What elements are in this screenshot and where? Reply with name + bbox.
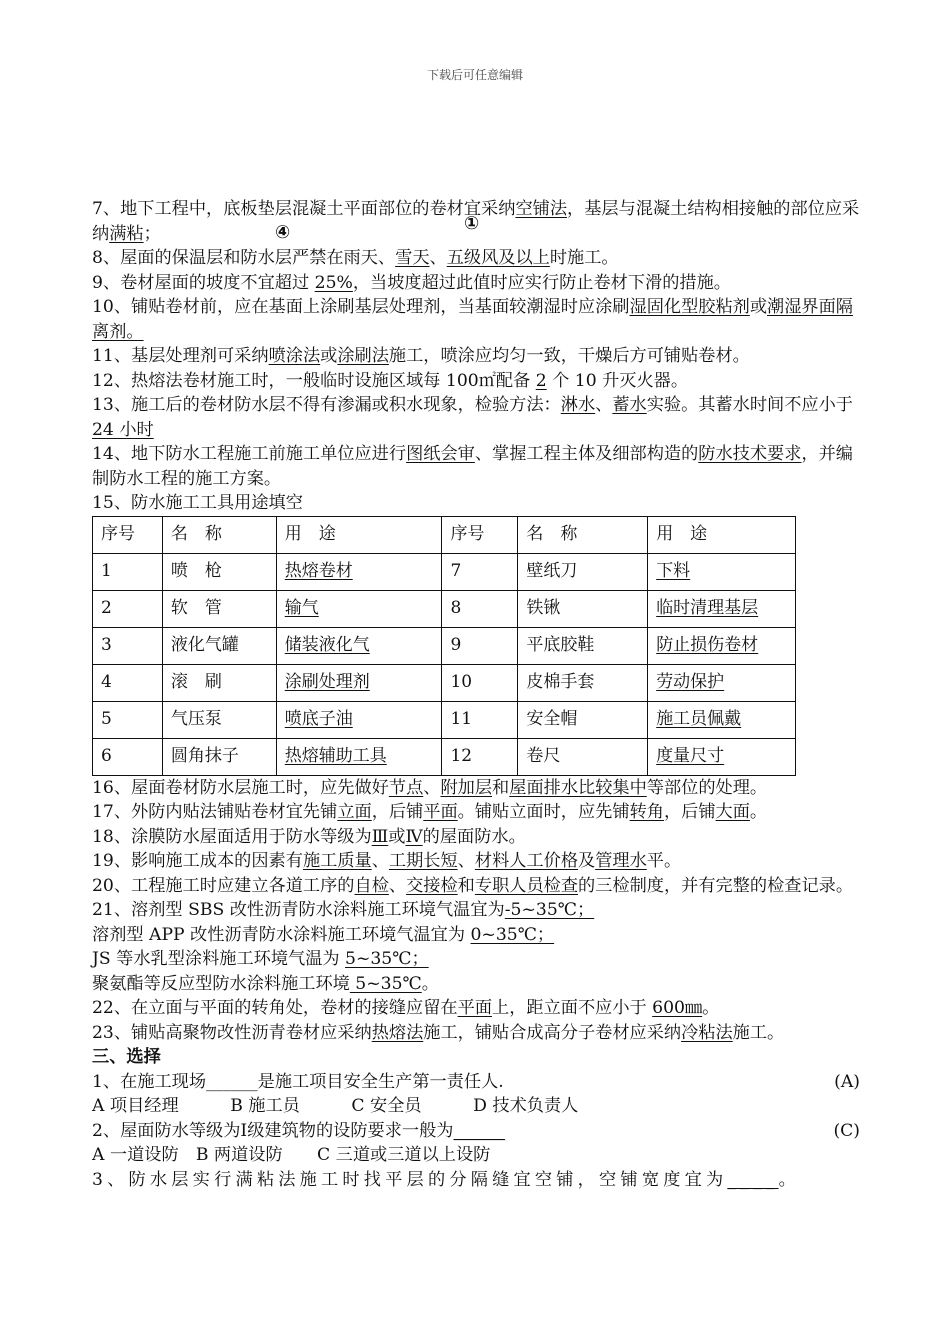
answer: 潮湿界面隔离剂。 [92, 297, 853, 342]
text: 上，距立面不应小于 [492, 998, 653, 1018]
answer: 2 [535, 370, 547, 391]
text: 16、屋面卷材防水层施工时，应先做好 [92, 777, 389, 798]
answer: 淋水 [560, 395, 596, 415]
answer: 喷涂法 [268, 346, 321, 366]
answer: 湿固化型胶粘剂 [629, 297, 750, 317]
choice-question-1 [92, 1070, 860, 1095]
answer: Ⅲ [371, 826, 389, 847]
answer: 涂刷处理剂 [284, 672, 370, 693]
text: 实验。其蓄水时间不应小于 [646, 395, 853, 415]
text: 或 [320, 346, 338, 366]
answer: 5~35℃ [349, 973, 422, 994]
table-header-row [93, 516, 796, 553]
text: 、掌握工程主体及细部构造的 [474, 444, 699, 464]
table-cell: 12 [442, 738, 518, 775]
answer: 五级风及以上 [446, 248, 550, 268]
table-row [93, 590, 796, 627]
answer: 材料人工价格 [474, 851, 579, 871]
question-21-line-2 [92, 923, 860, 948]
text: 。 [702, 998, 720, 1018]
table-cell: 喷 枪 [162, 553, 276, 590]
answer: 大面 [715, 802, 750, 822]
table-row [93, 701, 796, 738]
answer: 屋面排水比较集中 [509, 777, 647, 798]
text: 是施工项目安全生产第一责任人. [257, 1071, 504, 1092]
text: 20、工程施工时应建立各道工序的 [92, 875, 355, 896]
table-cell [276, 590, 442, 627]
answer-label: (A) [834, 1071, 860, 1092]
table-cell [648, 553, 796, 590]
answer: 交接检 [406, 875, 458, 896]
table-cell: 3 [93, 627, 163, 664]
table-cell [276, 664, 442, 701]
question-20 [92, 874, 860, 899]
question-13 [92, 393, 860, 442]
table-cell [276, 701, 442, 738]
table-cell: 5 [93, 701, 163, 738]
table-cell: 壁纸刀 [518, 553, 648, 590]
table-cell: 铁锹 [518, 590, 648, 627]
table-cell: 9 [442, 627, 518, 664]
text: 22、在立面与平面的转角处，卷材的接缝应留在 [92, 998, 458, 1018]
question-8 [92, 246, 860, 271]
answer: 5~35℃； [345, 949, 429, 969]
question-9 [92, 271, 860, 296]
text: 1、在施工现场 [92, 1071, 207, 1092]
table-cell: 卷尺 [518, 738, 648, 775]
text: 14、地下防水工程施工前施工单位应进行 [92, 444, 407, 464]
answer: 施工质量 [302, 851, 372, 871]
text: 、 [595, 395, 613, 415]
table-cell [648, 738, 796, 775]
table-cell: 8 [442, 590, 518, 627]
answer: Ⅳ [405, 826, 423, 847]
table-cell: 气压泵 [162, 701, 276, 738]
section-heading: 三、选择 [92, 1047, 161, 1067]
column-header: 名 称 [162, 516, 276, 553]
answer: 专职人员检查 [474, 875, 579, 896]
answer: 立面 [337, 802, 372, 822]
answer: 0~35℃； [470, 924, 555, 945]
text: 施工。 [732, 1022, 785, 1043]
column-header: 用 途 [276, 516, 442, 553]
answer: 附加层 [440, 777, 493, 798]
text: 7、地下工程中，底板垫层混凝土平面部位的卷材宜采纳 [92, 199, 516, 219]
answer: 防水技术要求 [698, 444, 802, 464]
table-cell: 滚 刷 [162, 664, 276, 701]
answer: 涂刷法 [337, 346, 389, 366]
text: 12、热熔法卷材施工时，一般临时设施区域每 100㎡配备 [92, 370, 536, 391]
question-10 [92, 295, 860, 344]
question-18 [92, 825, 860, 850]
text: 的三检制度，并有完整的检查记录。 [578, 875, 854, 896]
answer: 热熔法 [371, 1022, 424, 1043]
text: 2、屋面防水等级为Ⅰ级建筑物的设防要求一般为 [92, 1120, 454, 1141]
circled-number-four: ④ [275, 222, 291, 243]
document-body [92, 197, 860, 1192]
table-cell: 10 [442, 664, 518, 701]
table-cell: 圆角抹子 [162, 738, 276, 775]
question-17 [92, 800, 860, 825]
answer: 图纸会审 [406, 444, 475, 464]
answer: 冷粘法 [681, 1022, 733, 1043]
blank: ____ [727, 1169, 779, 1190]
text: 、 [388, 875, 407, 896]
table-cell: 1 [93, 553, 163, 590]
table-cell: 6 [93, 738, 163, 775]
table-cell: 平底胶鞋 [518, 627, 648, 664]
answer: 施工员佩戴 [656, 709, 742, 730]
answer-label: (C) [833, 1120, 860, 1141]
table-cell: 7 [442, 553, 518, 590]
text: 21、溶剂型 SBS 改性沥青防水涂料施工环境气温宜为 [92, 900, 505, 920]
table-cell: 安全帽 [518, 701, 648, 738]
text: 个 10 升灭火器。 [546, 370, 689, 391]
text: 17、外防内贴法铺贴卷材宜先铺 [92, 802, 338, 822]
table-cell [276, 627, 442, 664]
circled-number-one: ① [464, 213, 480, 234]
table-cell: 2 [93, 590, 163, 627]
text: 23、铺贴高聚物改性沥青卷材应采纳 [92, 1022, 372, 1043]
text: ，后铺 [371, 802, 424, 822]
answer: 度量尺寸 [656, 746, 725, 767]
text: 、 [457, 851, 475, 871]
page-header: 下载后可任意编辑 [426, 68, 523, 82]
answer: 600㎜ [652, 998, 703, 1018]
blank: ______ [206, 1071, 258, 1092]
table-cell [648, 701, 796, 738]
table-cell: 11 [442, 701, 518, 738]
question-21-line-3 [92, 947, 860, 972]
text: ； [143, 223, 161, 244]
table-cell [648, 590, 796, 627]
text: 施工，喷涂应均匀一致，干燥后方可铺贴卷材。 [388, 346, 750, 366]
question-11 [92, 344, 860, 369]
choice-question-2 [92, 1119, 860, 1144]
table-cell [648, 664, 796, 701]
text: 11、基层处理剂可采纳 [92, 346, 269, 366]
text: 3、防水层实行满粘法施工时找平层的分隔缝宜空铺，空铺宽度宜为 [92, 1169, 728, 1190]
text: 。 [749, 802, 768, 822]
answer: 24 小时 [92, 419, 154, 440]
question-23 [92, 1021, 860, 1046]
question-7 [92, 197, 860, 246]
text: 、 [371, 851, 389, 871]
text: 和 [457, 875, 475, 896]
text: 或 [749, 297, 768, 317]
table-cell: 4 [93, 664, 163, 701]
question-15-title: 15、防水施工工具用途填空 [92, 493, 303, 513]
answer: 平面 [457, 998, 493, 1018]
table-row [93, 553, 796, 590]
text: 、 [429, 248, 447, 268]
question-21-line-1 [92, 898, 860, 923]
text: ，基层与混凝土结构相接触的部位应采纳 [92, 199, 860, 244]
blank: ______ [453, 1120, 506, 1141]
question-21-line-4 [92, 972, 860, 997]
answer: 满粘 [109, 223, 144, 244]
answer: 转角 [629, 802, 664, 822]
question-22 [92, 996, 860, 1021]
table-cell [648, 627, 796, 664]
column-header: 序号 [442, 516, 518, 553]
choice-options-2: A 一道设防 B 两道设防 C 三道或三道以上设防 [92, 1145, 491, 1165]
column-header: 序号 [93, 516, 163, 553]
text: 的屋面防水。 [422, 826, 526, 847]
answer: 平面 [423, 802, 458, 822]
answer: 喷底子油 [284, 709, 353, 730]
answer: 输气 [284, 598, 319, 619]
table-row [93, 627, 796, 664]
answer: 工期长短 [388, 851, 458, 871]
text: 和 [492, 777, 510, 798]
answer: 热熔卷材 [284, 561, 353, 582]
answer: 节点 [388, 777, 424, 798]
choice-options-1: A 项目经理 B 施工员 C 安全员 D 技术负责人 [92, 1096, 579, 1116]
answer: 蓄水 [612, 395, 647, 415]
answer: 雪天 [395, 248, 430, 268]
text: 或 [388, 826, 406, 847]
answer: 劳动保护 [656, 672, 725, 693]
text: 8、屋面的保温层和防水层严禁在雨天、 [92, 248, 396, 268]
answer: 管理水 [595, 851, 647, 871]
question-16 [92, 776, 860, 801]
answer: 25% [314, 272, 353, 293]
answer: 防止损伤卷材 [656, 635, 759, 656]
answer: 空铺法 [515, 199, 568, 219]
answer: 储装液化气 [284, 635, 370, 656]
text: JS 等水乳型涂料施工环境气温为 [92, 949, 346, 969]
text: 、 [423, 777, 441, 798]
text: 。 [421, 973, 439, 994]
text: 。 [778, 1169, 800, 1190]
question-14 [92, 442, 860, 491]
answer: 临时清理基层 [656, 598, 759, 619]
question-12 [92, 369, 860, 394]
text: ，后铺 [663, 802, 716, 822]
answer: 下料 [656, 561, 691, 582]
table-cell: 皮棉手套 [518, 664, 648, 701]
text: 。铺贴立面时，应先铺 [457, 802, 630, 822]
table-row [93, 738, 796, 775]
column-header: 名 称 [518, 516, 648, 553]
column-header: 用 途 [648, 516, 796, 553]
text: 18、涂膜防水屋面适用于防水等级为 [92, 826, 372, 847]
table-cell [276, 738, 442, 775]
text: 19、影响施工成本的因素有 [92, 851, 303, 871]
text: 9、卷材屋面的坡度不宜超过 [92, 272, 315, 293]
text: 等部位的处理。 [646, 777, 768, 798]
text: ，当坡度超过此值时应实行防止卷材下滑的措施。 [352, 272, 731, 293]
text: 时施工。 [549, 248, 619, 268]
question-19 [92, 849, 860, 874]
text: 及 [578, 851, 596, 871]
answer: -5~35℃； [504, 900, 595, 920]
text: 溶剂型 APP 改性沥青防水涂料施工环境气温宜为 [92, 924, 471, 945]
tools-table [92, 516, 796, 776]
table-cell: 软 管 [162, 590, 276, 627]
text: 13、施工后的卷材防水层不得有渗漏或积水现象，检验方法： [92, 395, 561, 415]
text: 聚氨酯等反应型防水涂料施工环境 [92, 973, 350, 994]
table-cell: 液化气罐 [162, 627, 276, 664]
text: 10、铺贴卷材前，应在基面上涂刷基层处理剂，当基面较潮湿时应涂刷 [92, 297, 630, 317]
text: 平。 [646, 851, 682, 871]
table-row [93, 664, 796, 701]
choice-question-3 [92, 1168, 860, 1193]
answer: 自检 [354, 875, 389, 896]
answer: 热熔辅助工具 [284, 746, 387, 767]
text: 施工，铺贴合成高分子卷材应采纳 [423, 1022, 682, 1043]
text: ，并编制防水工程的施工方案。 [92, 444, 853, 489]
table-cell [276, 553, 442, 590]
